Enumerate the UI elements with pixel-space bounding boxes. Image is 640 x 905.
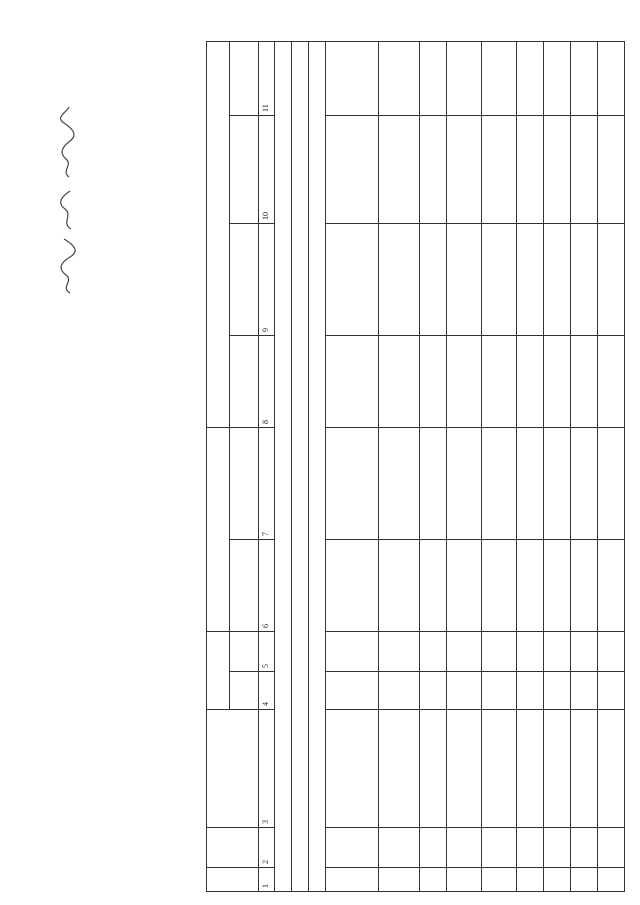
row-func xyxy=(447,42,482,116)
row-just xyxy=(326,116,379,224)
row-char-b xyxy=(447,336,482,428)
row-name xyxy=(517,710,544,828)
row-unit xyxy=(598,632,625,672)
column-number-row xyxy=(259,42,275,892)
row-char-b xyxy=(571,336,598,428)
row-just xyxy=(447,116,482,224)
row-name xyxy=(482,710,517,828)
row-char-a xyxy=(598,540,625,632)
table-row xyxy=(598,42,625,892)
row-code xyxy=(379,828,420,868)
header-req-org xyxy=(207,42,230,428)
row-val-a xyxy=(598,428,625,540)
row-func xyxy=(544,42,571,116)
row-name xyxy=(447,710,482,828)
row-okei xyxy=(420,672,447,710)
col-number: 4 xyxy=(259,672,275,710)
row-func xyxy=(379,42,420,116)
row-char-b xyxy=(326,336,379,428)
table-row xyxy=(517,42,544,892)
row-okei xyxy=(571,672,598,710)
row-just xyxy=(379,116,420,224)
row-okei xyxy=(544,672,571,710)
col-number: 5 xyxy=(259,632,275,672)
title-line-4 xyxy=(156,50,173,880)
col-number: 7 xyxy=(259,428,275,540)
col-number: 6 xyxy=(259,540,275,632)
row-func xyxy=(326,42,379,116)
row-func xyxy=(571,42,598,116)
header-org-func xyxy=(230,42,259,116)
row-val-a xyxy=(482,428,517,540)
row-val-b xyxy=(571,224,598,336)
row-name xyxy=(326,710,379,828)
document-title-block xyxy=(104,50,173,880)
col-number: 2 xyxy=(259,828,275,868)
approval-stamp xyxy=(14,50,76,350)
row-unit xyxy=(420,632,447,672)
header-num xyxy=(207,868,259,892)
row-char-a xyxy=(326,540,379,632)
row-val-a xyxy=(571,428,598,540)
row-val-b xyxy=(598,224,625,336)
header-unit-code xyxy=(230,672,259,710)
row-char-a xyxy=(544,540,571,632)
section-row-2 xyxy=(292,42,309,892)
row-num xyxy=(598,868,625,892)
row-okei xyxy=(447,672,482,710)
row-val-a xyxy=(379,428,420,540)
row-unit xyxy=(379,632,420,672)
row-code xyxy=(598,828,625,868)
row-func xyxy=(598,42,625,116)
row-name xyxy=(571,710,598,828)
row-val-a xyxy=(447,428,482,540)
row-num xyxy=(420,868,447,892)
row-code xyxy=(571,828,598,868)
header-admin-val xyxy=(230,428,259,540)
row-unit xyxy=(326,632,379,672)
row-val-b xyxy=(517,224,544,336)
requirements-table xyxy=(206,41,625,892)
row-num xyxy=(544,868,571,892)
row-code xyxy=(517,828,544,868)
row-code xyxy=(482,828,517,868)
title-line-1 xyxy=(104,50,122,880)
row-okei xyxy=(482,672,517,710)
row-name xyxy=(598,710,625,828)
row-just xyxy=(544,116,571,224)
handwritten-date-signature xyxy=(58,50,76,350)
row-val-b xyxy=(420,224,447,336)
row-name xyxy=(379,710,420,828)
col-number: 9 xyxy=(259,224,275,336)
table-row xyxy=(447,42,482,892)
row-unit xyxy=(447,632,482,672)
row-num xyxy=(447,868,482,892)
row-code xyxy=(420,828,447,868)
row-char-a xyxy=(571,540,598,632)
row-unit xyxy=(544,632,571,672)
header-admin-char xyxy=(230,540,259,632)
row-val-a xyxy=(420,428,447,540)
header-unit-name xyxy=(230,632,259,672)
section-heading-3 xyxy=(309,42,326,892)
row-code xyxy=(544,828,571,868)
stamp-heading xyxy=(14,50,30,350)
stamp-line-2 xyxy=(44,50,58,350)
row-just xyxy=(482,116,517,224)
row-name xyxy=(420,710,447,828)
table-row xyxy=(544,42,571,892)
section-heading-2 xyxy=(292,42,309,892)
row-unit xyxy=(571,632,598,672)
row-char-a xyxy=(379,540,420,632)
row-func xyxy=(420,42,447,116)
title-line-3 xyxy=(139,50,156,880)
row-val-b xyxy=(326,224,379,336)
row-num xyxy=(482,868,517,892)
header-row-1 xyxy=(207,42,230,892)
title-line-2 xyxy=(122,50,139,880)
row-val-b xyxy=(482,224,517,336)
header-name xyxy=(207,710,259,828)
header-req-admin xyxy=(207,428,230,632)
section-row-3 xyxy=(309,42,326,892)
table-row xyxy=(482,42,517,892)
table-row xyxy=(420,42,447,892)
rotated-document-page xyxy=(8,30,608,900)
row-char-a xyxy=(447,540,482,632)
row-okei xyxy=(326,672,379,710)
header-org-val xyxy=(230,224,259,336)
table-row xyxy=(379,42,420,892)
col-number: 1 xyxy=(259,868,275,892)
header-org-just xyxy=(230,116,259,224)
row-num xyxy=(571,868,598,892)
table-row xyxy=(571,42,598,892)
row-okei xyxy=(517,672,544,710)
stamp-line-1 xyxy=(30,50,44,350)
row-num xyxy=(517,868,544,892)
row-unit xyxy=(517,632,544,672)
row-char-a xyxy=(482,540,517,632)
row-char-b xyxy=(379,336,420,428)
row-val-b xyxy=(447,224,482,336)
section-row-1 xyxy=(275,42,292,892)
row-unit xyxy=(482,632,517,672)
row-char-b xyxy=(517,336,544,428)
col-number: 8 xyxy=(259,336,275,428)
col-number: 11 xyxy=(259,42,275,116)
row-num xyxy=(326,868,379,892)
row-just xyxy=(571,116,598,224)
row-val-a xyxy=(517,428,544,540)
col-number: 3 xyxy=(259,710,275,828)
header-code xyxy=(207,828,259,868)
row-func xyxy=(482,42,517,116)
row-val-b xyxy=(544,224,571,336)
row-func xyxy=(517,42,544,116)
row-okei xyxy=(379,672,420,710)
table-row xyxy=(326,42,379,892)
row-val-a xyxy=(544,428,571,540)
row-char-b xyxy=(420,336,447,428)
row-just xyxy=(598,116,625,224)
row-code xyxy=(447,828,482,868)
header-unit xyxy=(207,632,230,710)
row-val-b xyxy=(379,224,420,336)
row-val-a xyxy=(326,428,379,540)
col-number: 10 xyxy=(259,116,275,224)
row-char-b xyxy=(598,336,625,428)
row-okei xyxy=(598,672,625,710)
row-just xyxy=(517,116,544,224)
row-char-a xyxy=(420,540,447,632)
row-char-b xyxy=(482,336,517,428)
handwriting-scribble xyxy=(58,105,76,295)
header-org-char xyxy=(230,336,259,428)
row-num xyxy=(379,868,420,892)
row-char-b xyxy=(544,336,571,428)
row-code xyxy=(326,828,379,868)
row-just xyxy=(420,116,447,224)
row-char-a xyxy=(517,540,544,632)
section-heading-1 xyxy=(275,42,292,892)
row-name xyxy=(544,710,571,828)
